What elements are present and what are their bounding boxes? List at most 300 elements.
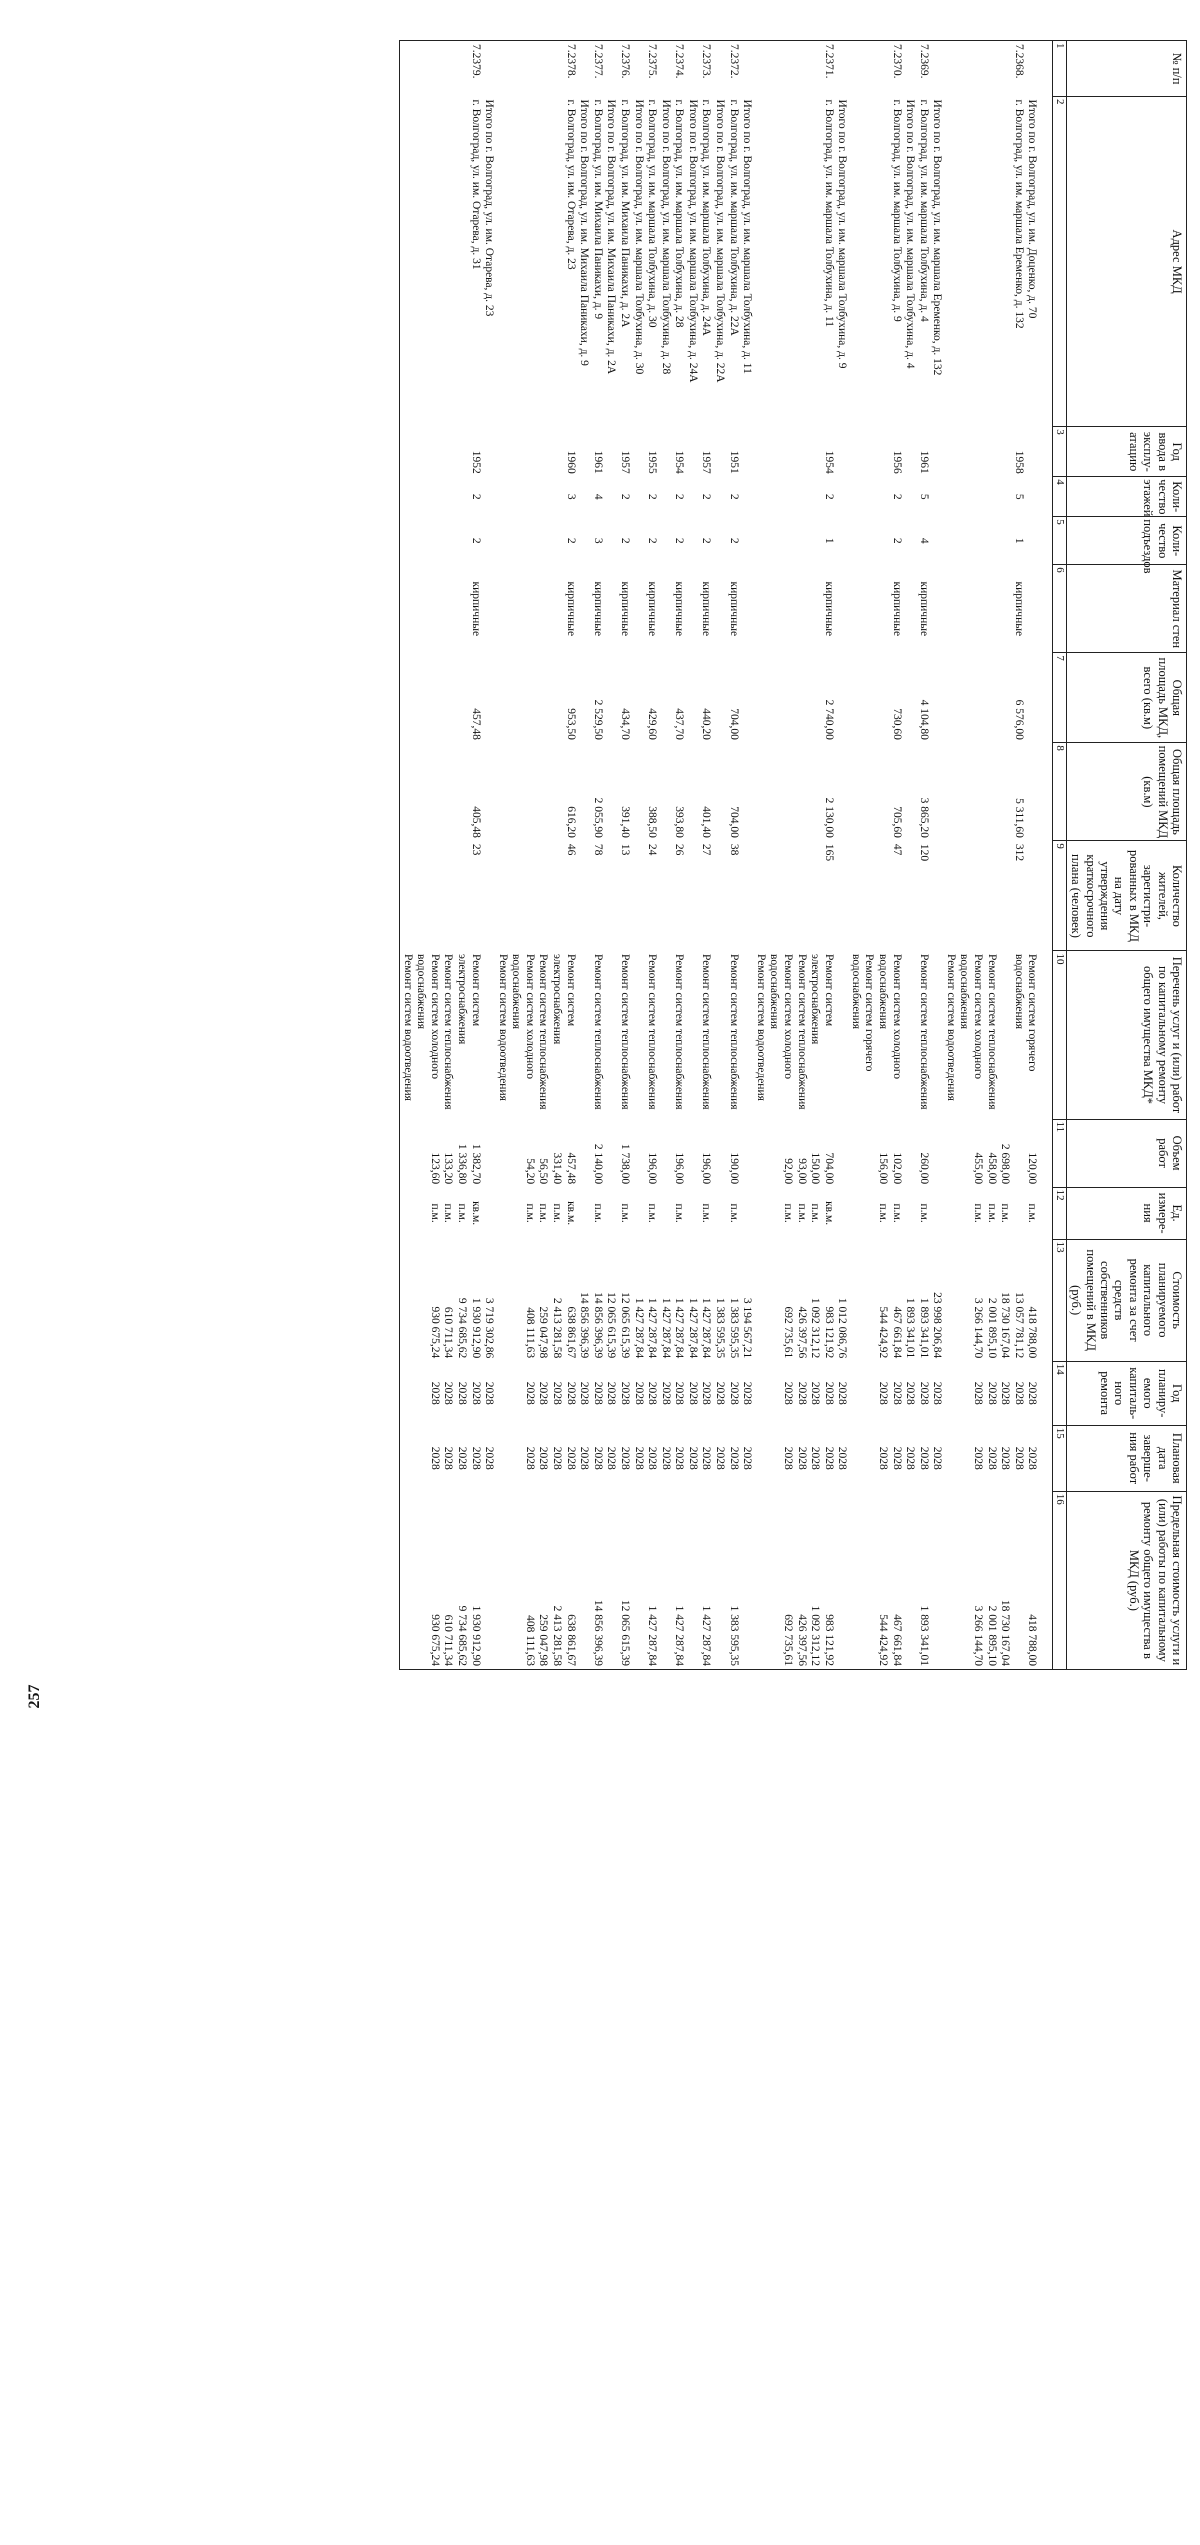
table-cell [495,951,590,1119]
entrances: 4 [917,537,930,544]
table-cell [943,1119,1053,1187]
table-cell [753,1239,848,1361]
work-year: 2028 [428,1381,441,1405]
table-cell [943,41,1053,97]
table-cell [848,427,916,477]
work-name: Ремонт систем холодного водоснабжения [510,953,536,1080]
column-number: 8 [1053,743,1067,841]
work-year: 2028 [1026,1381,1039,1405]
total-line: Итого по г. Волгоград, ул. им. маршала Еременко, д. 132 [931,99,944,376]
table-row [495,41,590,1670]
header-cell: Ед. измере-ния [1067,1187,1187,1239]
table-cell [645,41,672,97]
residents: 13 [618,843,631,856]
table-cell [672,951,699,1119]
table-cell [699,97,726,427]
wall-material: кирпичные [646,581,659,637]
row-number: 7.2370. [890,44,903,79]
residents: 23 [469,843,482,856]
table-cell [590,97,617,427]
work-limit: 14 856 396,39 [591,1599,604,1666]
residents: 46 [564,843,577,856]
table-cell [699,565,726,653]
table-cell [672,743,699,841]
residents: 38 [727,843,740,856]
total-area: 730,60 [890,708,903,740]
table-cell [645,1491,672,1669]
column-number: 4 [1053,477,1067,517]
rooms-area: 704,00 [727,806,740,838]
table-cell [753,97,848,427]
work-limit: 983 121,92 [822,1614,835,1666]
table-cell [726,841,753,951]
work-year: 2028 [442,1381,455,1405]
work-end-date: 2028 [523,1446,536,1470]
group-total-total-cost: 14 856 396,39 [578,1292,591,1359]
work-unit: п.м. [646,1203,659,1223]
work-end-date: 2028 [591,1446,604,1470]
table-cell [590,1239,617,1361]
work-name: Ремонт систем водоотведения [754,953,767,1101]
work-cost: 9 734 685,62 [455,1297,468,1359]
table-cell [645,1187,672,1239]
work-limit: 3 266 144,70 [971,1605,984,1666]
table-cell [495,97,590,427]
table-cell [943,427,1053,477]
work-volume: 331,40 [550,1152,563,1185]
row-number: 7.2377. [591,44,604,79]
work-name: Ремонт систем водоотведения [401,953,414,1101]
column-number: 13 [1053,1239,1067,1361]
address: г. Волгоград, ул. им. маршала Толбухина, д. 11 [822,99,835,328]
work-end-date: 2028 [795,1446,808,1470]
table-cell [699,1491,726,1669]
table-cell [753,1187,848,1239]
work-limit: 1 092 312,12 [809,1605,822,1666]
table-cell [916,951,943,1119]
table-cell [400,565,496,653]
total-line: Итого по г. Волгоград, ул. им. маршала Толбухина, д. 22А [714,99,727,383]
table-cell [753,841,848,951]
table-cell [699,841,726,951]
table-cell [400,653,496,743]
table-row [916,41,943,1670]
floors: 2 [469,493,482,500]
wall-material: кирпичные [564,581,577,637]
work-unit: кв.м. [822,1201,835,1226]
work-name: Ремонт систем теплоснабжения [700,953,713,1110]
header-cell: № п/п [1067,41,1187,97]
work-unit: п.м. [917,1203,930,1223]
rooms-area: 5 311,60 [1012,798,1025,838]
commission-year: 1957 [618,450,631,474]
work-end-date: 2028 [727,1446,740,1470]
table-cell [590,951,617,1119]
work-unit: п.м. [591,1203,604,1223]
entrances: 1 [1012,537,1025,544]
column-number: 1 [1053,41,1067,97]
wall-material: кирпичные [618,581,631,637]
group-total-total-cost: 1 893 341,01 [904,1297,917,1359]
work-unit: п.м. [727,1203,740,1223]
work-limit: 467 661,84 [890,1614,903,1666]
table-cell [753,1491,848,1669]
entrances: 2 [727,537,740,544]
wall-material: кирпичные [700,581,713,637]
total-area: 440,20 [700,708,713,740]
table-cell [495,477,590,517]
repair-plan-table [399,40,1187,1670]
work-end-date: 2028 [999,1446,1012,1470]
header-cell: Стоимость планируемого капитального ремонта за счет средств собственников помещений в МКД (руб.) [1067,1239,1187,1361]
address: г. Волгоград, ул. им. маршала Толбухина, д. 30 [646,99,659,328]
table-cell [590,477,617,517]
work-end-date: 2028 [550,1446,563,1470]
work-year: 2028 [971,1381,984,1405]
table-cell [672,427,699,477]
column-number: 16 [1053,1491,1067,1669]
table-cell [617,97,644,427]
header-cell: Адрес МКД [1067,97,1187,427]
group-total-total-cost: 1 012 086,76 [836,1297,849,1359]
header-cell: Материал стен [1067,565,1187,653]
table-cell [848,1361,916,1425]
page-number: 257 [26,1684,43,1709]
work-year: 2028 [917,1381,930,1405]
table-cell [400,1187,496,1239]
table-cell [617,743,644,841]
rooms-area: 401,40 [700,806,713,838]
column-number: 14 [1053,1361,1067,1425]
work-cost: 1 427 287,84 [646,1297,659,1359]
address: г. Волгоград, ул. им. маршала Толбухина, д. 28 [673,99,686,328]
table-row [726,41,753,1670]
group-total-total-cost: 23 998 206,84 [931,1292,944,1359]
header-cell: Объем работ [1067,1119,1187,1187]
work-limit: 18 730 167,04 [999,1599,1012,1666]
table-cell [916,1361,943,1425]
work-name: Ремонт систем холодного водоснабжения [876,953,903,1080]
work-volume: 1 382,70 [469,1143,482,1185]
work-year: 2028 [550,1381,563,1405]
work-volume: 2 698,00 [999,1143,1012,1185]
table-cell [916,1187,943,1239]
table-cell [753,517,848,565]
header-cell: Общая площадь помещений МКД (кв.м) [1067,743,1187,841]
wall-material: кирпичные [673,581,686,637]
floors: 2 [618,493,631,500]
table-cell [699,743,726,841]
floors: 2 [700,493,713,500]
rooms-area: 3 865,20 [917,797,930,838]
table-cell [672,1239,699,1361]
table-cell [699,517,726,565]
group-total-total-year: 2028 [605,1381,618,1405]
work-limit: 1 427 287,84 [646,1605,659,1666]
table-cell [645,1425,672,1491]
work-limit: 12 065 615,39 [618,1599,631,1666]
table-cell [672,517,699,565]
work-year: 2028 [781,1381,794,1405]
table-cell [590,653,617,743]
table-cell [617,1425,644,1491]
row-number: 7.2378. [564,44,577,79]
wall-material: кирпичные [727,581,740,637]
work-limit: 610 711,34 [442,1614,455,1666]
work-volume: 54,20 [523,1158,536,1185]
rooms-area: 391,40 [618,806,631,838]
table-cell [943,1187,1053,1239]
work-year: 2028 [455,1381,468,1405]
table-cell [495,1119,590,1187]
work-limit: 544 424,92 [876,1614,889,1666]
table-cell [645,1119,672,1187]
table-cell [943,97,1053,427]
table-cell [400,97,496,427]
work-volume: 102,00 [890,1152,903,1185]
work-year: 2028 [876,1381,889,1405]
work-end-date: 2028 [442,1446,455,1470]
work-cost: 3 266 144,70 [971,1297,984,1359]
work-limit: 692 735,61 [781,1614,794,1666]
table-cell [495,565,590,653]
commission-year: 1961 [917,450,930,474]
work-cost: 2 413 281,58 [550,1297,563,1359]
table-cell [753,565,848,653]
table-cell [726,1187,753,1239]
commission-year: 1951 [727,450,740,474]
work-year: 2028 [822,1381,835,1405]
total-area: 704,00 [727,708,740,740]
group-total-total-cost: 1 383 595,35 [714,1297,727,1359]
table-cell [672,1491,699,1669]
work-limit: 1 427 287,84 [673,1605,686,1666]
table-cell [848,653,916,743]
table-cell [400,477,496,517]
table-cell [726,951,753,1119]
group-total-total-cost: 1 427 287,84 [632,1297,645,1359]
header-cell: Год ввода в эксплу-атацию [1067,427,1187,477]
residents: 26 [673,843,686,856]
table-cell [753,1119,848,1187]
work-limit: 2 001 895,10 [985,1605,998,1666]
work-year: 2028 [809,1381,822,1405]
table-cell [617,565,644,653]
total-line: Итого по г. Волгоград, ул. им. маршала Толбухина, д. 24А [686,99,699,383]
work-end-date: 2028 [971,1446,984,1470]
floors: 3 [564,493,577,500]
residents: 27 [700,843,713,856]
group-total-total-year: 2028 [632,1381,645,1405]
work-name: Ремонт систем теплоснабжения [795,953,808,1110]
header-cell: Количество жителей, зарегистри-рованных в МКД на дату утверждения краткосрочного плана (человек) [1067,841,1187,951]
table-cell [699,41,726,97]
table-cell [617,41,644,97]
work-volume: 704,00 [822,1152,835,1185]
table-row [699,41,726,1670]
work-cost: 930 675,24 [428,1306,441,1359]
group-total-total-cost: 12 065 615,39 [605,1292,618,1359]
table-row [672,41,699,1670]
group-total-total-date: 2028 [1012,1446,1025,1470]
table-cell [916,1425,943,1491]
work-cost: 14 856 396,39 [591,1292,604,1359]
work-year: 2028 [618,1381,631,1405]
address: г. Волгоград, ул. им. Отарева, д. 31 [469,99,482,270]
work-name: Ремонт систем холодного водоснабжения [415,953,441,1080]
group-total-total-cost: 3 194 567,21 [741,1297,754,1359]
floors: 2 [646,493,659,500]
work-limit: 1 930 912,90 [469,1605,482,1666]
table-cell [672,565,699,653]
table-cell [495,41,590,97]
table-cell [590,517,617,565]
table-cell [590,1361,617,1425]
total-line: Итого по г. Волгоград, ул. им. Доценко, д. 70 [1026,99,1039,319]
total-area: 437,70 [673,708,686,740]
work-end-date: 2028 [564,1446,577,1470]
group-total-total-cost: 13 057 781,12 [1012,1292,1025,1359]
work-year: 2028 [673,1381,686,1405]
address: г. Волгоград, ул. им. маршала Толбухина, д. 9 [890,99,903,322]
work-end-date: 2028 [917,1446,930,1470]
work-unit: п.м. [809,1203,822,1223]
table-cell [943,841,1053,951]
work-cost: 418 788,00 [1026,1306,1039,1359]
table-cell [943,477,1053,517]
work-name: Ремонт систем теплоснабжения [985,953,998,1110]
table-cell [848,743,916,841]
group-total-total-date: 2028 [904,1446,917,1470]
work-volume: 123,60 [428,1152,441,1185]
table-cell [726,41,753,97]
table-cell [617,1361,644,1425]
work-end-date: 2028 [537,1446,550,1470]
group-total-total-date: 2028 [714,1446,727,1470]
total-line: Итого по г. Волгоград, ул. им. маршала Толбухина, д. 4 [904,99,917,369]
work-end-date: 2028 [618,1446,631,1470]
work-volume: 196,00 [673,1152,686,1185]
residents: 78 [591,843,604,856]
work-name: Ремонт систем теплоснабжения [646,953,659,1110]
table-row [617,41,644,1670]
header-cell: Коли-чество подъездов [1067,517,1187,565]
table-cell [699,1187,726,1239]
table-cell [400,841,496,951]
group-total-total-date: 2028 [578,1446,591,1470]
work-unit: п.м. [455,1203,468,1223]
total-line: Итого по г. Волгоград, ул. им. маршала Толбухина, д. 11 [741,99,754,374]
address: г. Волгоград, ул. им. маршала Толбухина, д. 22А [727,99,740,336]
table-cell [495,1187,590,1239]
row-number: 7.2368. [1012,44,1025,79]
table-cell [726,517,753,565]
work-volume: 56,50 [537,1158,550,1185]
column-number: 15 [1053,1425,1067,1491]
work-cost: 259 047,98 [537,1306,550,1359]
work-name: Ремонт систем водоотведения [944,953,957,1101]
table-cell [617,477,644,517]
total-area: 429,60 [646,708,659,740]
table-cell [590,1491,617,1669]
residents: 24 [646,843,659,856]
work-volume: 2 140,00 [591,1143,604,1185]
work-limit: 1 427 287,84 [700,1605,713,1666]
work-end-date: 2028 [469,1446,482,1470]
total-line: Итого по г. Волгоград, ул. им. Михаила Паникахи, д. 2А [605,99,618,375]
table-cell [400,1361,496,1425]
work-cost: 1 383 595,35 [727,1297,740,1359]
work-name: Ремонт систем теплоснабжения [673,953,686,1110]
table-cell [590,565,617,653]
table-cell [672,41,699,97]
header-cell: Плановая дата заверше-ния работ [1067,1425,1187,1491]
column-number: 12 [1053,1187,1067,1239]
work-unit: п.м. [890,1203,903,1223]
wall-material: кирпичные [1012,581,1025,637]
table-cell [848,565,916,653]
work-unit: п.м. [523,1203,536,1223]
group-total-total-year: 2028 [1012,1381,1025,1405]
work-cost: 692 735,61 [781,1306,794,1359]
work-volume: 156,00 [876,1152,889,1185]
table-row [400,41,496,1670]
work-unit: п.м. [985,1203,998,1223]
work-limit: 1 893 341,01 [917,1605,930,1666]
work-limit: 2 413 281,58 [550,1605,563,1666]
total-area: 6 576,00 [1012,699,1025,740]
group-total-total-date: 2028 [483,1446,496,1470]
group-total-total-year: 2028 [659,1381,672,1405]
column-number: 6 [1053,565,1067,653]
work-year: 2028 [700,1381,713,1405]
address: г. Волгоград, ул. им. маршала Еременко, д. 132 [1012,99,1025,329]
table-cell [916,517,943,565]
table-cell [848,1491,916,1669]
table-cell [495,1239,590,1361]
work-end-date: 2028 [455,1446,468,1470]
work-volume: 455,00 [971,1152,984,1185]
work-cost: 983 121,92 [822,1306,835,1359]
table-cell [672,841,699,951]
work-volume: 1 738,00 [618,1143,631,1185]
work-unit: п.м. [428,1203,441,1223]
work-unit: п.м. [550,1203,563,1223]
total-line: Итого по г. Волгоград, ул. им. маршала Толбухина, д. 28 [659,99,672,375]
work-cost: 638 861,67 [564,1306,577,1359]
group-total-total-year: 2028 [483,1381,496,1405]
total-area: 457,48 [469,708,482,740]
row-number: 7.2376. [618,44,631,79]
work-limit: 1 383 595,35 [727,1605,740,1666]
entrances: 2 [700,537,713,544]
header-cell: Год планиру-емого капиталь-ного ремонта [1067,1361,1187,1425]
table-cell [645,1239,672,1361]
table-cell [400,1239,496,1361]
address: г. Волгоград, ул. им. маршала Толбухина, д. 4 [917,99,930,322]
table-cell [699,1239,726,1361]
address: г. Волгоград, ул. им. Михаила Паникахи, д. 2А [618,99,631,328]
entrances: 2 [673,537,686,544]
work-cost: 1 092 312,12 [809,1297,822,1359]
work-volume: 92,00 [781,1158,794,1185]
work-end-date: 2028 [646,1446,659,1470]
entrances: 1 [822,537,835,544]
total-area: 434,70 [618,708,631,740]
table-cell [699,1119,726,1187]
table-cell [753,41,848,97]
table-cell [916,841,943,951]
